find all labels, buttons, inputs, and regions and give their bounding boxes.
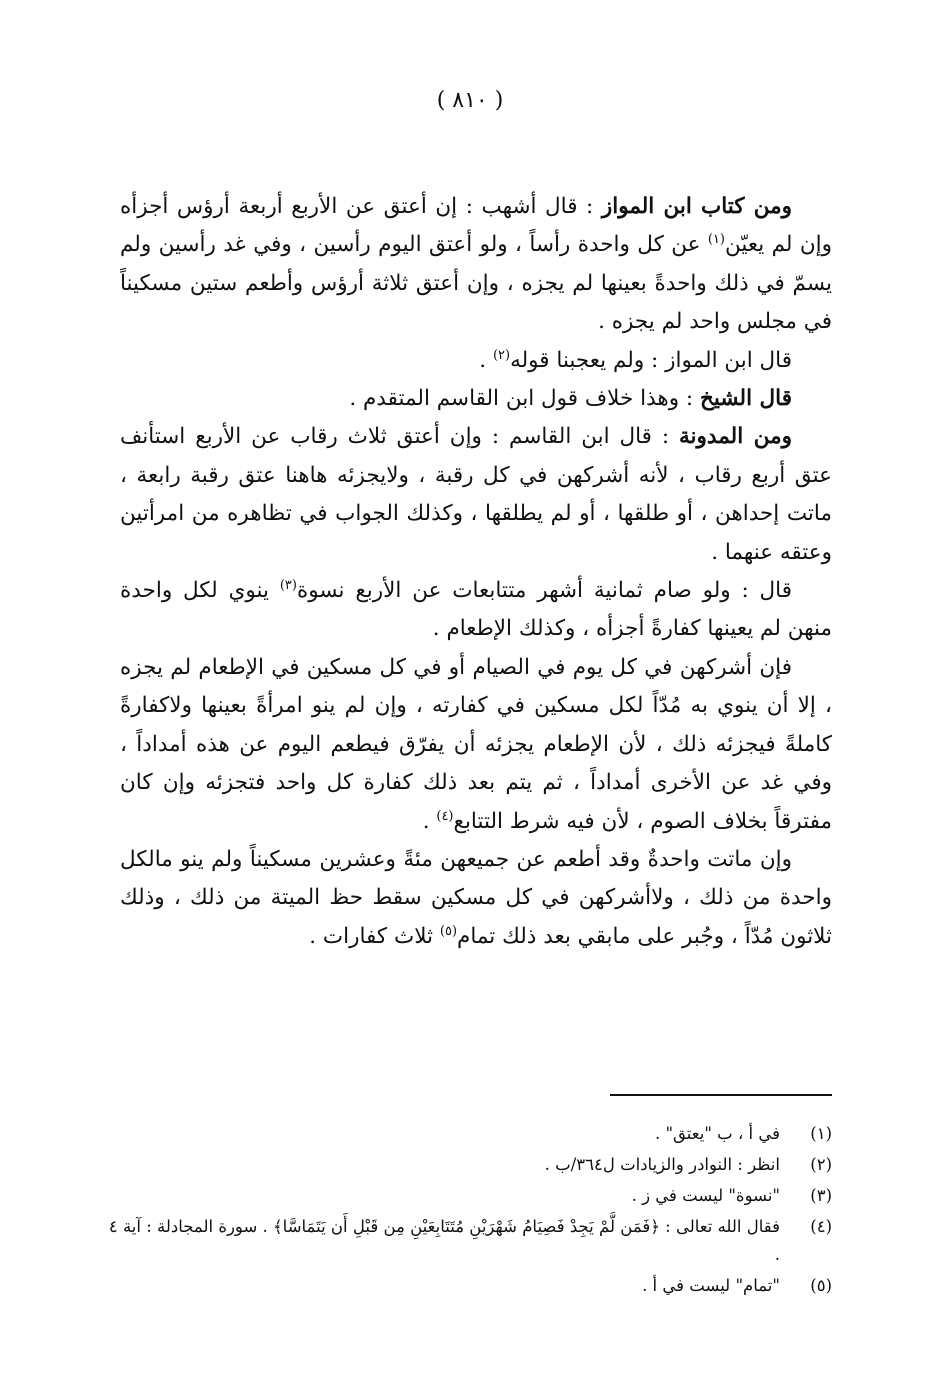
paragraph-ibn-al-mawaz-opinion	[120, 342, 832, 380]
footnote	[102, 1120, 832, 1148]
paragraph-text: عن كل واحدة رأساً ، ولو أعتق اليوم رأسين ، وفي غد رأسين ولم يسمّ في ذلك واحدةً بعينها لم يجزه ، وإن أعتق ثلاثة أرؤس وأطعم ستين مسكيناً في مجلس واحد لم يجزه .	[120, 232, 832, 335]
paragraph-ibn-al-mawaz	[120, 188, 832, 342]
footnote-text: "نسوة" ليست في ز .	[631, 1186, 780, 1205]
footnotes	[102, 1120, 832, 1303]
footnote-text: انظر : النوادر والزيادات ل٣٦٤/ب .	[544, 1155, 780, 1174]
footnote-number: (٣)	[810, 1186, 832, 1205]
paragraph-text: : قال ابن القاسم : وإن أعتق ثلاث رقاب عن الأربع استأنف عتق أربع رقاب ، لأنه أشركهن في كل رقبة ، ولايجزئه هاهنا عتق رقبة رابعة ، ماتت إحداهن ، أو طلقها ، أو لم يطلقها ، وكذلك الجواب في تظاهره من امرأتين وعتقه عنهما .	[120, 424, 832, 565]
paragraph-text: فإن أشركهن في كل يوم في الصيام أو في كل مسكين في الإطعام لم يجزه ، إلا أن ينوي به مُدّاً لكل مسكين في كفارته ، وإن لم ينو امرأةً بعينها ولاكفارةً كاملةً فيجزئه ذلك ، لأن الإطعام يجزئه أن يفرّق فيطعم اليوم عن هذه أمداداً ، وفي غد عن الأخرى أمداداً ، ثم يتم بعد ذلك كفارة كل واحد فتجزئه وإن كان مفترقاً بخلاف الصوم ، لأن فيه شرط التتابع	[120, 654, 832, 834]
footnote-number: (٤)	[810, 1217, 832, 1236]
footnote	[102, 1182, 832, 1210]
footnote-ref-4: (٤)	[436, 808, 454, 824]
paragraph-lead: ومن المدونة	[679, 424, 793, 450]
paragraph-lead: قال الشيخ	[699, 386, 792, 412]
paragraph-al-mudawwana	[120, 418, 832, 572]
paragraph-text: : قال أشهب : إن أعتق عن الأربع أربعة أرؤس أجزأه وإن لم يعيّن	[120, 194, 832, 258]
footnote	[102, 1272, 832, 1300]
footnote-text: فقال الله تعالى : ﴿فَمَن لَّمْ يَجِدْ فَصِيَامُ شَهْرَيْنِ مُتَتَابِعَيْنِ مِن قَبْلِ أَن يَتَمَاسَّا﴾ . سورة المجادلة : آية ٤ .	[108, 1217, 780, 1264]
footnote-number: (٥)	[810, 1276, 832, 1295]
page-number: ( ٨١٠ )	[436, 88, 504, 113]
footnote-ref-1: (١)	[707, 232, 725, 248]
paragraph-text: .	[479, 347, 493, 373]
paragraph-text: وإن ماتت واحدةٌ وقد أطعم عن جميعهن مئةً وعشرين مسكيناً ولم ينو مالكل واحدة من ذلك ، ولاأشركهن في كل مسكين سقط حظ الميتة من ذلك ، وذلك ثلاثون مُدّاً ، وجُبر على مابقي بعد ذلك تمام	[120, 846, 832, 949]
paragraph-death-of-wife	[120, 841, 832, 956]
paragraph-text: ثلاث كفارات .	[309, 923, 440, 949]
footnote-ref-5: (٥)	[439, 923, 458, 939]
paragraph-lead: ومن كتاب ابن المواز	[601, 194, 792, 219]
footnote	[102, 1213, 832, 1269]
footnote	[102, 1151, 832, 1179]
paragraph-text: قال ابن المواز : ولم يعجبنا قوله	[510, 347, 792, 373]
paragraph-text: قال : ولو صام ثمانية أشهر متتابعات عن الأربع نسوة	[296, 578, 792, 604]
paragraph-text: ينوي لكل واحدة منهن لم يعينها كفارةً أجزأه ، وكذلك الإطعام .	[120, 578, 832, 642]
paragraph-text: .	[422, 808, 437, 834]
footnote-text: في أ ، ب "يعتق" .	[654, 1124, 780, 1143]
paragraph-feeding	[120, 649, 832, 841]
footnote-ref-2: (٢)	[492, 347, 511, 363]
footnote-divider	[610, 1094, 832, 1096]
footnote-text: "تمام" ليست في أ .	[642, 1276, 780, 1295]
footnote-ref-3: (٣)	[279, 577, 297, 593]
paragraph-text: : وهذا خلاف قول ابن القاسم المتقدم .	[349, 386, 700, 412]
footnote-number: (١)	[810, 1124, 832, 1143]
main-text	[120, 188, 832, 956]
footnote-number: (٢)	[810, 1155, 832, 1174]
paragraph-fasting	[120, 572, 832, 649]
paragraph-al-shaykh	[120, 380, 832, 418]
